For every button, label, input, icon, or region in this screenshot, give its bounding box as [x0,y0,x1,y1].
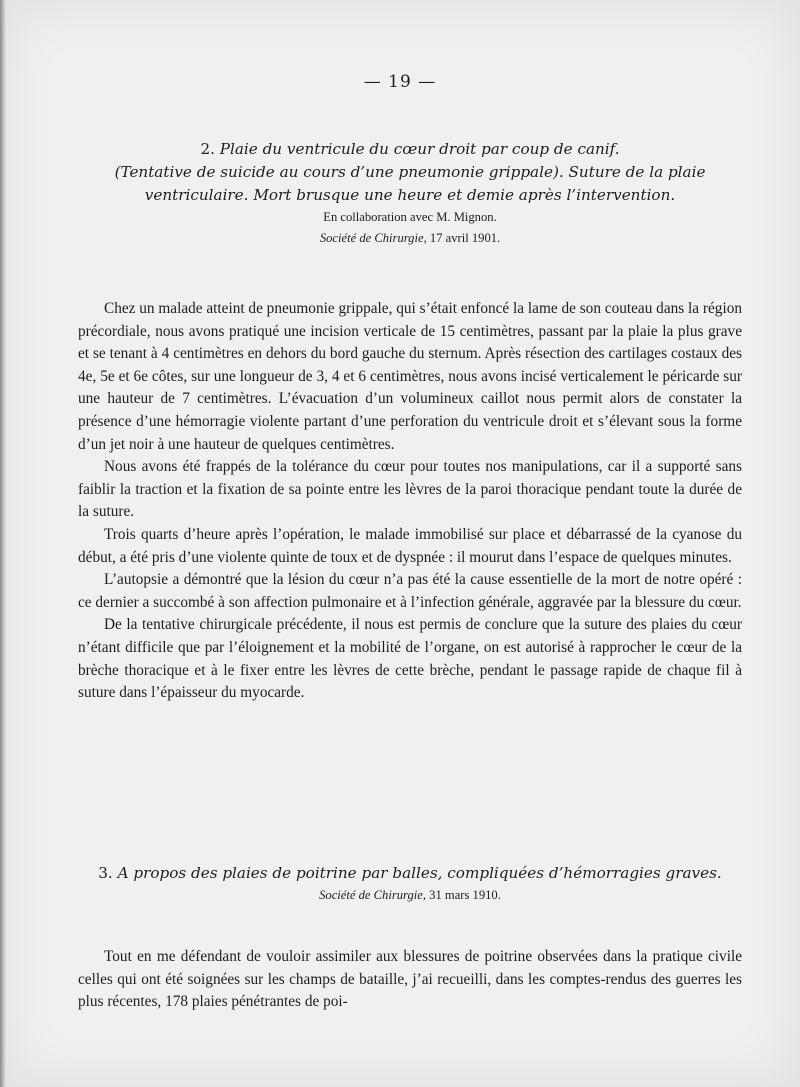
section-3-body [78,946,742,1014]
section-2-paragraph-2: Nous avons été frappés de la tolérance du cœur pour toutes nos manipulations, car il a supporté sans faiblir la traction et la fixation de sa pointe entre les lèvres de la paroi thoracique pendant toute la durée de la suture. [78,458,742,521]
section-3-society: Société de Chirurgie, [319,888,427,902]
section-2-body [78,298,742,705]
section-2-number: 2. [200,140,215,158]
section-2-title-line [78,138,742,161]
section-2-subtitle-line-1: (Tentative de suicide au cours d’une pneumonie grippale). Suture de la plaie [114,163,706,181]
section-2-paragraph-1: Chez un malade atteint de pneumonie grippale, qui s’était enfoncé la lame de son couteau dans la région précordiale, nous avons pratiqué une incision verticale de 15 centimètres, passant par la plaie la plus grave et se tenant à 4 centimètres en dehors du bord gauche du sternum. Après résection des cartilages costaux des 4e, 5e et 6e côtes, sur une longueur de 3, 4 et 6 centimètres, nous avons incisé verticalement le péricarde sur une hauteur de 7 centimètres. L’évacuation d’un volumineux caillot nous permit alors de constater la présence d’une hémorragie violente partant d’une perforation du ventricule droit et s’élevant sous la forme d’un jet noir à une hauteur de quelques centimètres. [78,300,742,453]
section-2-subtitle-line-2: ventriculaire. Mort brusque une heure et demie après l’intervention. [144,186,676,204]
section-3-number: 3. [98,864,113,882]
section-2-date: 17 avril 1901. [429,231,501,245]
section-3-source [78,885,742,906]
section-3-paragraph-1: Tout en me défendant de vouloir assimiler aux blessures de poitrine observées dans la pratique civile celles qui ont été soignées sur les champs de bataille, j’ai recueilli, dans les comptes-rendus des guerres les plus récentes, 178 plaies pénétrantes de poi- [78,948,742,1011]
page-number: — 19 — [363,72,437,92]
section-2-paragraph-5: De la tentative chirurgicale précédente, il nous est permis de conclure que la suture des plaies du cœur n’étant difficile que par l’éloignement et la mobilité de l’organe, on est autorisé à rapprocher le cœur de la brèche thoracique et à le fixer entre les lèvres de cette brèche, pendant le passage rapide de chaque fil à suture dans l’épaisseur du myocarde. [78,616,742,702]
page-edge-shadow [0,0,6,1087]
section-3-title-line [78,862,742,885]
section-3-title: A propos des plaies de poitrine par balles, compliquées d’hémorragies graves. [117,864,722,882]
section-2-collaboration: En collaboration avec M. Mignon. [323,210,497,224]
section-3-date: 31 mars 1910. [429,888,501,902]
section-3-header [78,862,742,906]
section-2-society: Société de Chirurgie, [319,231,427,245]
section-2-paragraph-4: L’autopsie a démontré que la lésion du cœur n’a pas été la cause essentielle de la mort de notre opéré : ce dernier a succombé à son affection pulmonaire et à l’infection générale, aggravée par la blessure du cœur. [78,571,742,611]
section-2-source [78,228,742,249]
section-2-title: Plaie du ventricule du cœur droit par coup de canif. [219,140,620,158]
section-2-paragraph-3: Trois quarts d’heure après l’opération, le malade immobilisé sur place et débarrassé de la cyanose du début, a été pris d’une violente quinte de toux et de dyspnée : il mourut dans l’espace de quelques minutes. [78,525,742,566]
section-2-header [78,138,742,249]
